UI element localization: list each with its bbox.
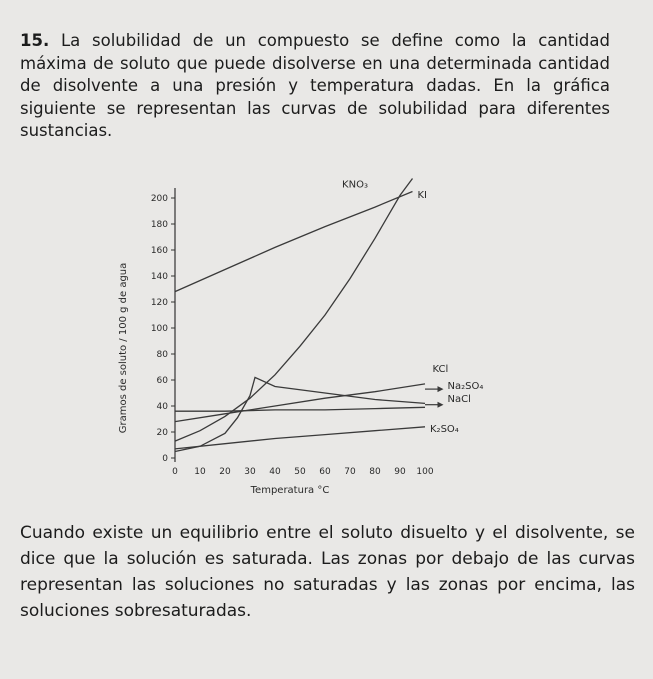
series-label-kcl: KCl	[432, 364, 449, 376]
series-label-na2so4: Na₂SO₄	[447, 381, 484, 393]
x-tick-label: 50	[294, 467, 306, 477]
chart-series-lines	[175, 179, 425, 452]
series-arrow-head	[438, 402, 444, 408]
solubility-chart	[110, 158, 550, 508]
series-label-ki: KI	[417, 190, 428, 201]
y-tick-label: 60	[156, 376, 168, 386]
question-text: La solubilidad de un compuesto se define como la cantidad máxima de soluto que puede disolverse en una determinada cantidad de disolvente a una presión y temperatura dadas. En la gráfica siguiente se representan las curvas de solubilidad para diferentes sustancias.	[20, 31, 610, 140]
y-axis-title: Gramos de soluto / 100 g de agua	[118, 262, 129, 434]
x-tick-label: 90	[394, 467, 406, 477]
x-tick-label: 40	[269, 467, 281, 477]
chart-series-labels	[342, 180, 483, 435]
y-tick-label: 140	[150, 272, 168, 282]
series-line-na2so4	[175, 377, 425, 451]
y-tick-label: 180	[150, 220, 168, 230]
x-tick-label: 80	[369, 467, 381, 477]
series-label-k2so4: K₂SO₄	[430, 424, 459, 435]
y-tick-label: 20	[156, 428, 168, 438]
x-tick-label: 100	[416, 467, 434, 477]
x-tick-label: 10	[194, 467, 206, 477]
y-tick-label: 40	[156, 402, 168, 412]
series-line-nacl	[175, 407, 425, 411]
series-line-ki	[175, 192, 413, 292]
y-tick-label: 0	[162, 454, 168, 464]
question-paragraph	[20, 30, 610, 143]
y-tick-label: 100	[150, 324, 168, 334]
x-tick-label: 60	[319, 467, 331, 477]
series-arrow-head	[438, 386, 444, 392]
x-tick-label: 20	[219, 467, 231, 477]
series-label-kno3: KNO₃	[342, 179, 368, 191]
footer-paragraph: Cuando existe un equilibrio entre el soluto disuelto y el disolvente, se dice que la solución es saturada. Las zonas por debajo de las curvas representan las soluciones no saturadas y las zonas por encima, las soluciones sobresaturadas.	[20, 523, 635, 621]
y-tick-label: 120	[150, 298, 168, 308]
x-axis-title: Temperatura °C	[250, 485, 330, 496]
question-number: 15.	[20, 31, 50, 50]
y-tick-label: 200	[150, 194, 168, 204]
x-tick-label: 70	[344, 467, 356, 477]
series-line-k2so4	[175, 427, 425, 449]
x-tick-label: 0	[172, 467, 178, 477]
y-tick-label: 160	[150, 246, 168, 256]
x-tick-label: 30	[244, 467, 256, 477]
series-line-kno3	[175, 179, 413, 442]
y-tick-label: 80	[156, 350, 168, 360]
series-label-nacl: NaCl	[447, 394, 471, 406]
